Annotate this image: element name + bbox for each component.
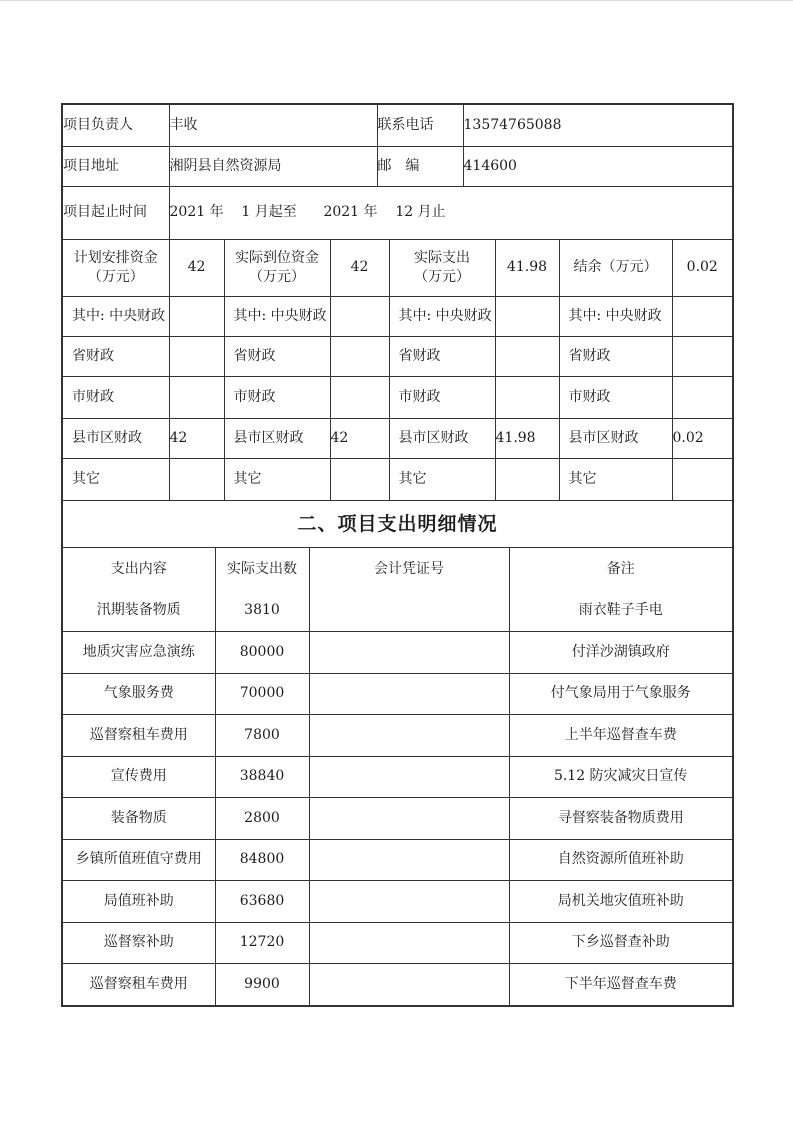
fund-source-label: 市财政: [559, 377, 672, 419]
expenditure-cell-content: 装备物质: [63, 798, 215, 840]
duration-label: 项目起止时间: [63, 186, 169, 239]
expenditure-cell-voucher: [309, 964, 509, 1006]
funds-detail-row: [63, 419, 732, 459]
fund-source-value: 42: [169, 419, 224, 459]
expenditure-cell-voucher: [309, 673, 509, 715]
leader-label: 项目负责人: [63, 105, 169, 146]
balance-label: [559, 240, 672, 297]
fund-source-label: 其它: [63, 459, 169, 501]
expenditure-cell-amount: 80000: [215, 632, 309, 674]
fund-source-value: [330, 377, 389, 419]
table-row: [63, 964, 732, 1006]
address-value: 湘阴县自然资源局: [169, 146, 377, 186]
expenditure-cell-note: 寻督察装备物质费用: [509, 798, 732, 840]
expenditure-cell-note: 5.12 防灾减灾日宣传: [509, 756, 732, 798]
expenditure-cell-amount: 12720: [215, 922, 309, 964]
expenditure-cell-amount: 84800: [215, 839, 309, 881]
fund-source-value: [672, 337, 732, 377]
phone-value: 13574765088: [463, 105, 732, 146]
col-header-content: 支出内容: [63, 548, 215, 590]
fund-source-label: 省财政: [389, 337, 495, 377]
fund-source-label: 省财政: [224, 337, 330, 377]
expenditure-cell-note: 付洋沙湖镇政府: [509, 632, 732, 674]
balance-line1: 结余（万元）: [573, 259, 658, 276]
received-funds-line2: （万元）: [249, 268, 305, 285]
expenditure-cell-note: 自然资源所值班补助: [509, 839, 732, 881]
expenditure-cell-voucher: [309, 839, 509, 881]
fund-source-label: 其中: 中央财政: [389, 297, 495, 337]
fund-source-value: [495, 459, 559, 501]
expenditure-cell-content: 汛期装备物质: [63, 590, 215, 632]
expenditure-cell-voucher: [309, 881, 509, 923]
fund-source-label: 省财政: [63, 337, 169, 377]
balance-value: 0.02: [672, 240, 732, 297]
fund-source-value: 0.02: [672, 419, 732, 459]
expenditure-cell-voucher: [309, 715, 509, 757]
expenditure-cell-amount: 63680: [215, 881, 309, 923]
fund-source-value: [495, 297, 559, 337]
expenditure-cell-note: 上半年巡督查车费: [509, 715, 732, 757]
expenditure-cell-amount: 70000: [215, 673, 309, 715]
funds-detail-row: [63, 377, 732, 419]
expenditure-cell-voucher: [309, 632, 509, 674]
expenditure-cell-note: 局机关地灾值班补助: [509, 881, 732, 923]
fund-source-label: 县市区财政: [389, 419, 495, 459]
table-row: [63, 673, 732, 715]
address-label: 项目地址: [63, 146, 169, 186]
funds-detail-row: [63, 297, 732, 337]
fund-source-value: [169, 297, 224, 337]
fund-source-label: 其它: [559, 459, 672, 501]
section2-title: 二、项目支出明细情况: [63, 501, 732, 548]
leader-value: 丰收: [169, 105, 377, 146]
expenditure-cell-note: 下乡巡督查补助: [509, 922, 732, 964]
form-sheet: [61, 103, 734, 1007]
fund-source-value: [330, 297, 389, 337]
actual-spend-label: [389, 240, 495, 297]
page-top-edge: [0, 0, 793, 1]
expenditure-cell-amount: 9900: [215, 964, 309, 1006]
table-row: [63, 715, 732, 757]
received-funds-line1: 实际到位资金: [235, 249, 319, 266]
received-funds-value: 42: [330, 240, 389, 297]
table-row: [63, 756, 732, 798]
expenditure-cell-content: 巡督察补助: [63, 922, 215, 964]
phone-label: 联系电话: [377, 105, 463, 146]
project-info-table: [63, 105, 732, 240]
fund-source-label: 其它: [224, 459, 330, 501]
expenditure-cell-content: 乡镇所值班值守费用: [63, 839, 215, 881]
fund-source-value: [672, 377, 732, 419]
table-row: [63, 798, 732, 840]
table-row: [63, 881, 732, 923]
planned-funds-value: 42: [169, 240, 224, 297]
expenditure-table: [63, 548, 732, 1005]
fund-source-label: 市财政: [389, 377, 495, 419]
table-row: [63, 146, 732, 186]
expenditure-cell-note: 下半年巡督查车费: [564, 976, 677, 993]
expenditure-cell-content: 宣传费用: [63, 756, 215, 798]
fund-source-value: [169, 459, 224, 501]
planned-funds-line1: 计划安排资金: [73, 249, 158, 266]
fund-source-label: 其中: 中央财政: [63, 297, 169, 337]
table-row: [63, 632, 732, 674]
expenditure-cell-content: 巡督察租车费用: [63, 964, 215, 1006]
planned-funds-line2: （万元）: [87, 268, 144, 285]
fund-source-label: 县市区财政: [63, 419, 169, 459]
fund-source-label: 省财政: [559, 337, 672, 377]
fund-source-label: 其中: 中央财政: [224, 297, 330, 337]
expenditure-cell-amount: 38840: [215, 756, 309, 798]
fund-source-value: [169, 337, 224, 377]
col-header-note: 备注: [606, 560, 635, 577]
expenditure-cell-amount: 7800: [215, 715, 309, 757]
expenditure-cell-content: 气象服务费: [63, 673, 215, 715]
expenditure-cell-amount: 2800: [215, 798, 309, 840]
expenditure-cell-voucher: [309, 922, 509, 964]
expenditure-cell-content: 地质灾害应急演练: [63, 632, 215, 674]
col-header-amount: 实际支出数: [215, 548, 309, 590]
expenditure-header-row: [63, 548, 732, 590]
expenditure-cell-voucher: [309, 798, 509, 840]
received-funds-label: [224, 240, 330, 297]
postcode-value: 414600: [463, 146, 732, 186]
fund-source-value: [672, 297, 732, 337]
fund-source-value: [495, 377, 559, 419]
expenditure-cell-voucher: [309, 590, 509, 632]
fund-source-label: 市财政: [63, 377, 169, 419]
fund-source-value: 42: [330, 419, 389, 459]
expenditure-cell-note: 雨衣鞋子手电: [509, 590, 732, 632]
expenditure-cell-amount: 3810: [215, 590, 309, 632]
fund-source-label: 其中: 中央财政: [559, 297, 672, 337]
funds-table: [63, 240, 732, 502]
fund-source-value: [330, 337, 389, 377]
fund-source-label: 县市区财政: [224, 419, 330, 459]
expenditure-cell-note: 付气象局用于气象服务: [509, 673, 732, 715]
actual-spend-value: 41.98: [495, 240, 559, 297]
table-row: [63, 590, 732, 632]
fund-source-value: [672, 459, 732, 501]
funds-detail-row: [63, 459, 732, 501]
expenditure-cell-content: 局值班补助: [63, 881, 215, 923]
actual-spend-line2: （万元）: [414, 268, 470, 285]
fund-source-label: 其它: [389, 459, 495, 501]
fund-source-value: [495, 337, 559, 377]
funds-header-row: [63, 240, 732, 297]
fund-source-value: 41.98: [495, 419, 559, 459]
table-row: [63, 186, 732, 239]
table-row: [63, 105, 732, 146]
postcode-label: 邮 编: [377, 146, 463, 186]
duration-value: 2021 年 1 月起至 2021 年 12 月止: [169, 186, 732, 239]
fund-source-label: 县市区财政: [559, 419, 672, 459]
funds-detail-row: [63, 337, 732, 377]
fund-source-label: 市财政: [224, 377, 330, 419]
fund-source-value: [330, 459, 389, 501]
col-header-voucher: 会计凭证号: [309, 548, 509, 590]
expenditure-cell-voucher: [309, 756, 509, 798]
actual-spend-line1: 实际支出: [414, 249, 470, 266]
planned-funds-label: [63, 240, 169, 297]
table-row: [63, 922, 732, 964]
expenditure-cell-content: 巡督察租车费用: [63, 715, 215, 757]
table-row: [63, 839, 732, 881]
fund-source-value: [169, 377, 224, 419]
